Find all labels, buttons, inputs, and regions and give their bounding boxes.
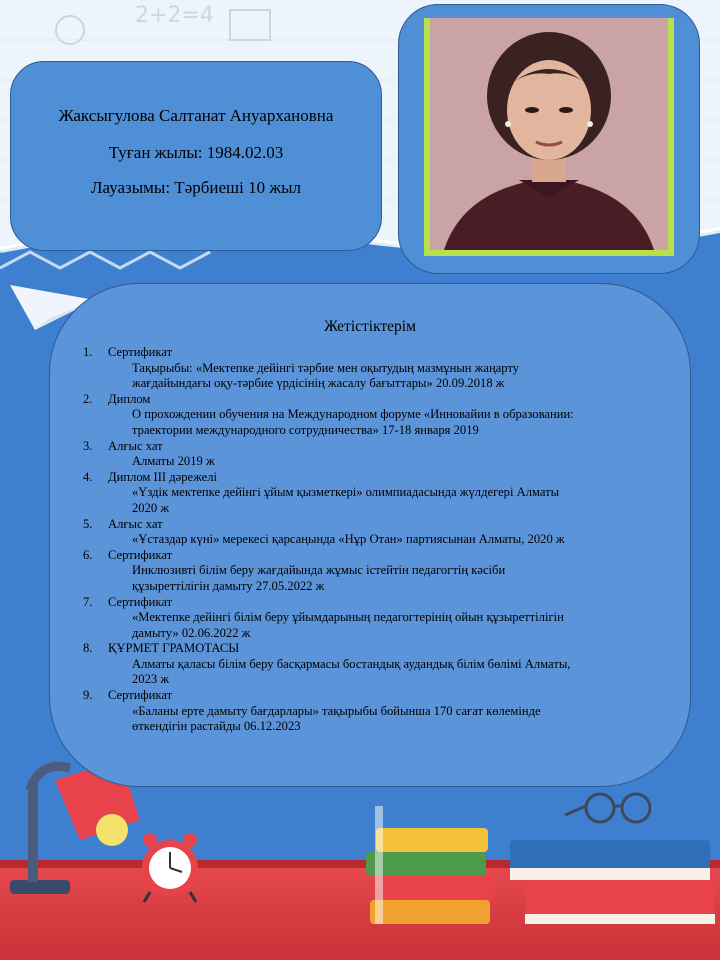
list-number: 4.: [83, 469, 93, 484]
item-desc: 2023 ж: [132, 672, 170, 687]
item-desc: «Үздік мектепке дейінгі ұйым қызметкері» олимпиадасында жүлдегері Алматы: [132, 485, 560, 500]
item-title: Сертификат: [108, 594, 173, 609]
item-title: Сертификат: [108, 345, 173, 359]
list-item: [80, 470, 670, 517]
list-number: 2.: [83, 391, 93, 406]
list-item: [80, 392, 670, 439]
item-desc: Алматы қаласы білім беру басқармасы бостандық аудандық білім бөлімі Алматы,: [132, 656, 571, 671]
list-number: 1.: [83, 345, 93, 359]
item-desc: «Мектепке дейінгі білім беру ұйымдарының педагогтерінің ойын құзыреттілігін: [132, 610, 564, 625]
item-desc: Инклюзивті білім беру жағдайында жұмыс істейтін педагогтің кәсіби: [132, 563, 506, 578]
profile-position: Лауазымы: Тәрбиеші 10 жыл: [90, 178, 301, 197]
item-desc: траектории международного сотрудничества» 17-18 января 2019: [132, 422, 479, 437]
list-number: 8.: [83, 641, 93, 656]
svg-text:2+2=4: 2+2=4: [135, 3, 214, 28]
book-stack-icon: [366, 806, 495, 924]
list-number: 5.: [83, 516, 93, 531]
list-item: [80, 345, 670, 392]
item-title: ҚҰРМЕТ ГРАМОТАСЫ: [108, 641, 240, 656]
list-number: 7.: [83, 594, 93, 609]
list-item: [80, 517, 670, 548]
item-desc: Алматы 2019 ж: [132, 454, 215, 469]
list-item: [80, 641, 670, 688]
item-desc: «Ұстаздар күні» мерекесі қарсаңында «Нұр Отан» партиясынан Алматы, 2020 ж: [132, 532, 565, 547]
item-desc: жағдайындағы оқу-тәрбие үрдісінің жасалу бағыттары» 20.09.2018 ж: [132, 376, 505, 391]
item-desc: «Баланы ерте дамыту бағдарлары» тақырыбы бойынша 170 сағат көлемінде: [132, 703, 541, 718]
list-item: [80, 688, 670, 735]
list-number: 3.: [83, 438, 93, 453]
list-number: 9.: [83, 688, 93, 703]
item-desc: О прохождении обучения на Международном форуме «Инновайии в образовании:: [132, 407, 574, 422]
item-desc: Тақырыбы: «Мектепке дейінгі тәрбие мен оқытудың мазмұнын жаңарту: [132, 360, 520, 375]
item-desc: өткендігін растайды 06.12.2023: [132, 719, 301, 734]
item-desc: 2020 ж: [132, 500, 170, 515]
item-title: Сертификат: [108, 688, 173, 703]
item-title: Сертификат: [108, 547, 173, 562]
list-item: [80, 548, 670, 595]
item-desc: құзыреттілігін дамыту 27.05.2022 ж: [132, 578, 325, 593]
list-item: [80, 439, 670, 470]
item-title: Алғыс хат: [108, 438, 163, 453]
list-item: [80, 595, 670, 642]
achievements-list: [80, 345, 670, 735]
profile-info-box: [10, 61, 382, 251]
item-title: Диплом III дәрежелі: [108, 469, 218, 484]
achievements-heading: Жетістіктерім: [324, 318, 416, 335]
profile-birth-year: Туған жылы: 1984.02.03: [108, 143, 284, 162]
list-number: 6.: [83, 547, 93, 562]
item-title: Алғыс хат: [108, 516, 163, 531]
item-desc: дамыту» 02.06.2022 ж: [132, 625, 251, 640]
item-title: Диплом: [108, 391, 151, 406]
profile-name: Жаксыгулова Салтанат Ануархановна: [58, 106, 334, 125]
profile-photo: [424, 18, 674, 256]
